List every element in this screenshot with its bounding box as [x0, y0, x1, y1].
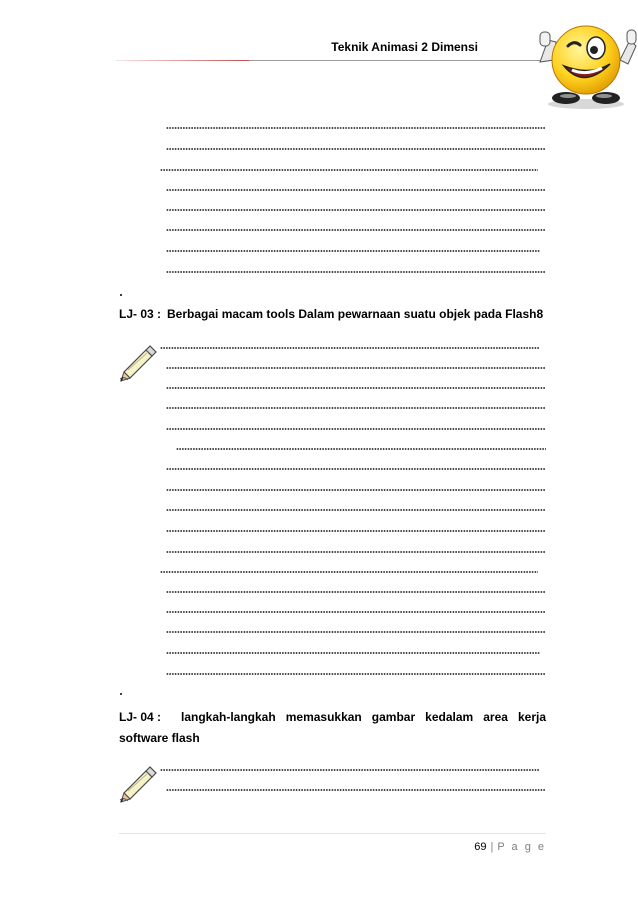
separator-dot — [120, 294, 122, 296]
pencil-icon — [118, 763, 158, 803]
footer-separator: | — [490, 841, 494, 853]
answer-line — [166, 608, 546, 616]
section-title: langkah-langkah memasukkan gambar kedalam area kerja software flash — [119, 710, 546, 745]
smiley-thumbs-up-icon — [528, 10, 638, 110]
answer-line — [160, 344, 540, 352]
answer-line — [176, 445, 546, 453]
section-title: Berbagai macam tools Dalam pewarnaan suatu objek pada Flash8 — [167, 307, 544, 321]
page-footer — [0, 841, 546, 853]
answer-line — [166, 124, 546, 132]
page-label: P a g e — [497, 841, 546, 853]
header-rule — [249, 60, 545, 61]
answer-line — [166, 548, 546, 556]
answer-line — [166, 506, 546, 514]
answer-line — [166, 527, 546, 535]
section-code: LJ- 04 : — [119, 710, 162, 724]
footer-rule — [119, 833, 546, 834]
answer-line — [166, 628, 546, 636]
answer-line — [166, 670, 546, 678]
answer-line — [166, 649, 540, 657]
section-heading-lj03 — [119, 307, 543, 321]
answer-line — [160, 166, 538, 174]
answer-line — [160, 568, 538, 576]
answer-line — [166, 425, 546, 433]
answer-line — [166, 247, 540, 255]
answer-line — [166, 226, 546, 234]
section-heading-lj04 — [119, 707, 546, 749]
answer-line — [166, 384, 546, 392]
answer-line — [166, 786, 546, 794]
answer-line — [166, 145, 546, 153]
answer-line — [166, 588, 546, 596]
answer-line — [166, 268, 546, 276]
section-code: LJ- 03 : — [119, 307, 162, 321]
separator-dot — [120, 693, 122, 695]
answer-line — [166, 404, 546, 412]
page-number: 69 — [474, 841, 487, 853]
answer-line — [166, 364, 546, 372]
answer-line — [166, 206, 546, 214]
header-rule-accent — [116, 60, 249, 61]
answer-line — [166, 186, 546, 194]
header-title: Teknik Animasi 2 Dimensi — [331, 40, 478, 54]
answer-line — [166, 465, 546, 473]
answer-line — [166, 486, 546, 494]
pencil-icon — [118, 342, 158, 382]
answer-line — [160, 766, 540, 774]
